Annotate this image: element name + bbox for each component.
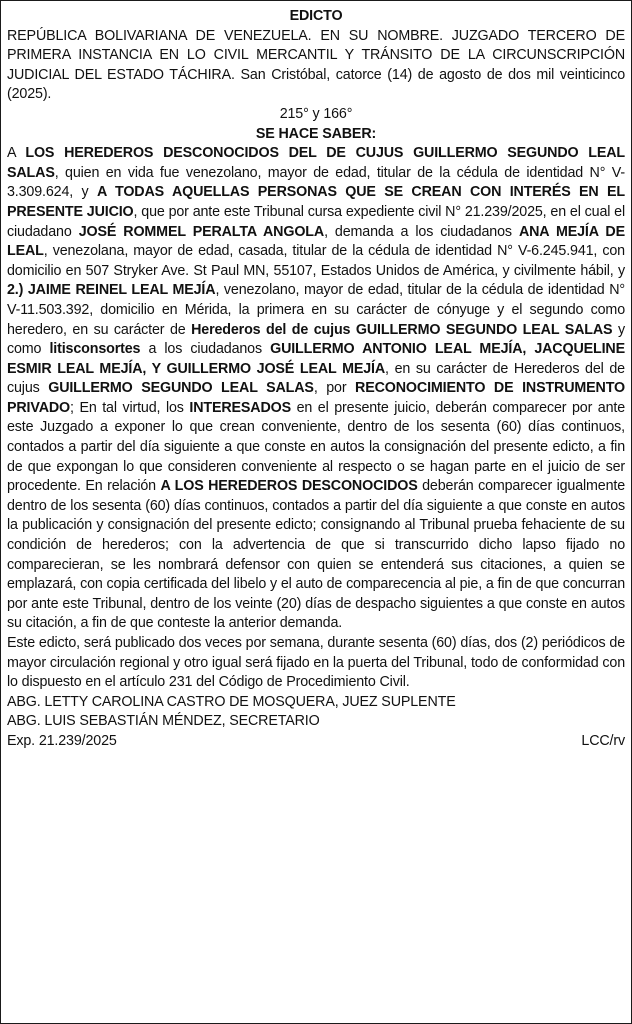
body-bold: LOS HEREDEROS DESCONOCIDOS DEL DE CUJUS GUILLERMO SEGUNDO LEAL SALAS (7, 145, 625, 181)
plaintiff-name: JOSÉ ROMMEL PERALTA ANGOLA (78, 223, 325, 240)
edict-body (7, 144, 625, 634)
body-text: deberán comparecer igualmente dentro de los sesenta (60) días continuos, contados a partir del día siguiente a que conste en autos la publicación y consignación del presente edicto; consignando al Tribunal prueba fehaciente de su condición de herederos; con la advertencia de que si transcurrido dicho lapso fijado no comparecieran, se les nombrará defensor con quien se entenderá sus citaciones, a quien se emplazará, con copia certificada del libelo y el auto de comparecencia al pie, a fin de que concurran por ante este Tribunal, dentro de los veinte (20) días de despacho siguientes a que conste en autos su citación, a fin de que conteste la anterior demanda. (7, 478, 626, 632)
defendant-name: 2.) JAIME REINEL LEAL MEJÍA (7, 282, 216, 299)
court-name: REPÚBLICA BOLIVARIANA DE VENEZUELA. EN SU NOMBRE. JUZGADO TERCERO DE PRIMERA INSTANCIA EN LO CIVIL MERCANTIL Y TRÁNSITO DE LA CIRCUNSCRIPCIÓN JUDICIAL DEL ESTADO TÁCHIRA. (7, 27, 625, 83)
body-bold: INTERESADOS (189, 399, 292, 416)
litisconsortes-names: GUILLERMO ANTONIO LEAL MEJÍA, JACQUELINE ESMIR LEAL MEJÍA, Y GUILLERMO JOSÉ LEAL MEJÍA (7, 341, 625, 377)
body-text: en el presente juicio, deberán comparecer por ante este Juzgado a exponer lo que crean conveniente, dentro de los sesenta (60) días continuos, contados a partir del día siguiente a que conste en autos la consignación del presente edicto, a fin de que expongan lo que consideren conveniente al respecto o se hagan parte en el juicio de ser procedente. En relación (7, 399, 625, 495)
body-text: , demanda a los ciudadanos (324, 223, 519, 240)
court-header (7, 27, 625, 105)
body-text: a los ciudadanos (140, 341, 271, 358)
years-line: 215° y 166° (279, 105, 353, 122)
edict-title: EDICTO (289, 8, 343, 24)
body-bold: litisconsortes (49, 341, 141, 358)
publication-paragraph: Este edicto, será publicado dos veces por semana, durante sesenta (60) días, dos (2) periódicos de mayor circulación regional y otro igual será fijado en la puerta del Tribunal, todo de conformidad con lo dispuesto en el artículo 231 del Código de Procedimiento Civil. (7, 635, 625, 691)
secretary-signature: ABG. LUIS SEBASTIÁN MÉNDEZ, SECRETARIO (7, 713, 320, 730)
body-bold: GUILLERMO SEGUNDO LEAL SALAS (48, 380, 314, 397)
body-text: y como (7, 321, 625, 358)
body-text: , en su carácter de Herederos del de cujus (7, 360, 625, 397)
body-text: , por (313, 380, 356, 397)
body-text: , venezolana, mayor de edad, casada, titular de la cédula de identidad N° V-6.245.941, con domicilio en 507 Stryker Ave. St Paul MN, 55107, Estados Unidos de América, y civilmente hábil, y (7, 243, 625, 279)
se-hace-saber-heading: SE HACE SABER: (255, 125, 377, 142)
initials: LCC/rv (581, 732, 625, 749)
body-bold: Herederos del de cujus GUILLERMO SEGUNDO LEAL SALAS (191, 321, 613, 338)
body-text: A (7, 145, 26, 162)
expediente-number: Exp. 21.239/2025 (7, 732, 117, 749)
body-bold: A TODAS AQUELLAS PERSONAS QUE SE CREAN CON INTERÉS EN EL PRESENTE JUICIO (7, 184, 625, 220)
body-text: , que por ante este Tribunal cursa expediente civil N° 21.239/2025, en el cual el ciudadano (7, 203, 626, 240)
defendant-name: ANA MEJÍA DE LEAL (7, 223, 625, 260)
body-text: , venezolano, mayor de edad, titular de la cédula de identidad N° V-11.503.392, domicilio en Mérida, la primera en su carácter de cónyuge y el segundo como heredero, en su carácter de (7, 282, 625, 338)
judge-signature: ABG. LETTY CAROLINA CASTRO DE MOSQUERA, JUEZ SUPLENTE (7, 693, 456, 710)
body-text: ; En tal virtud, los (70, 399, 190, 416)
body-text: , quien en vida fue venezolano, mayor de edad, titular de la cédula de identidad N° V-3.309.624, y (7, 164, 625, 201)
case-type: RECONOCIMIENTO DE INSTRUMENTO PRIVADO (7, 380, 625, 416)
date-line: San Cristóbal, catorce (14) de agosto de dos mil veinticinco (2025). (7, 66, 626, 103)
body-bold: A LOS HEREDEROS DESCONOCIDOS (160, 478, 418, 495)
footer (7, 732, 625, 752)
